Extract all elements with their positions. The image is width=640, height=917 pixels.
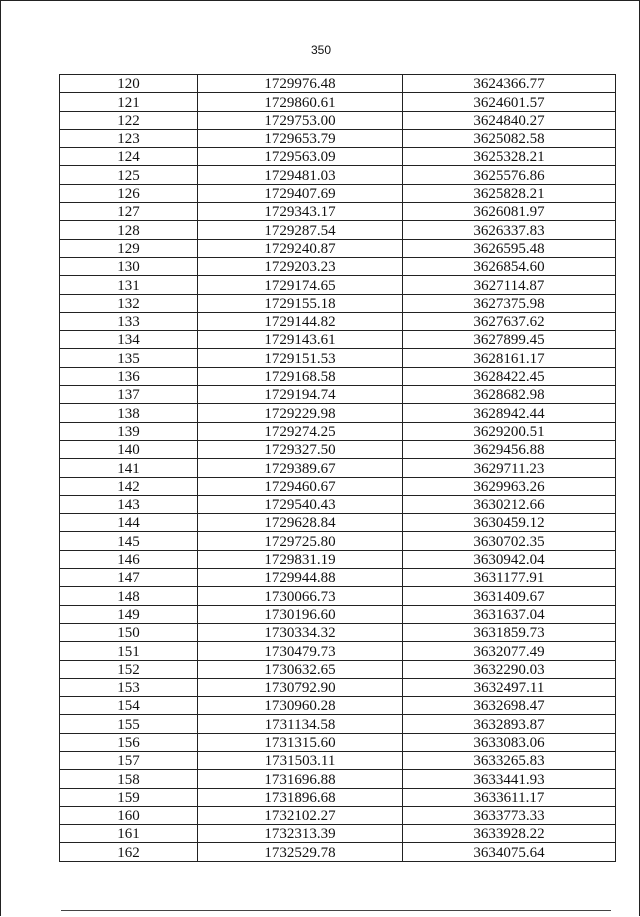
point-number-cell: 133 — [60, 312, 198, 330]
x-coordinate-cell: 1729240.87 — [198, 239, 403, 257]
point-number-cell: 128 — [60, 221, 198, 239]
point-number-cell: 147 — [60, 569, 198, 587]
table-row — [60, 166, 616, 184]
point-number-cell: 136 — [60, 367, 198, 385]
x-coordinate-cell: 1729143.61 — [198, 331, 403, 349]
point-number-cell: 124 — [60, 148, 198, 166]
x-coordinate-cell: 1730334.32 — [198, 623, 403, 641]
point-number-cell: 157 — [60, 751, 198, 769]
table-row — [60, 257, 616, 275]
y-coordinate-cell: 3628161.17 — [403, 349, 616, 367]
y-coordinate-cell: 3632290.03 — [403, 660, 616, 678]
x-coordinate-cell: 1731896.68 — [198, 788, 403, 806]
x-coordinate-cell: 1730066.73 — [198, 587, 403, 605]
point-number-cell: 135 — [60, 349, 198, 367]
table-row — [60, 148, 616, 166]
y-coordinate-cell: 3628942.44 — [403, 404, 616, 422]
table-row — [60, 660, 616, 678]
y-coordinate-cell: 3627114.87 — [403, 276, 616, 294]
point-number-cell: 159 — [60, 788, 198, 806]
x-coordinate-cell: 1730479.73 — [198, 642, 403, 660]
y-coordinate-cell: 3626595.48 — [403, 239, 616, 257]
table-row — [60, 111, 616, 129]
coordinates-table-body — [60, 75, 616, 862]
y-coordinate-cell: 3629200.51 — [403, 422, 616, 440]
table-row — [60, 239, 616, 257]
table-row — [60, 697, 616, 715]
point-number-cell: 125 — [60, 166, 198, 184]
point-number-cell: 145 — [60, 532, 198, 550]
table-row — [60, 715, 616, 733]
y-coordinate-cell: 3625082.58 — [403, 129, 616, 147]
table-row — [60, 129, 616, 147]
y-coordinate-cell: 3632497.11 — [403, 678, 616, 696]
table-row — [60, 221, 616, 239]
point-number-cell: 142 — [60, 477, 198, 495]
point-number-cell: 132 — [60, 294, 198, 312]
bottom-rule — [61, 910, 611, 911]
y-coordinate-cell: 3630942.04 — [403, 550, 616, 568]
table-row — [60, 75, 616, 93]
x-coordinate-cell: 1729725.80 — [198, 532, 403, 550]
y-coordinate-cell: 3628682.98 — [403, 386, 616, 404]
y-coordinate-cell: 3625328.21 — [403, 148, 616, 166]
x-coordinate-cell: 1729203.23 — [198, 257, 403, 275]
x-coordinate-cell: 1729229.98 — [198, 404, 403, 422]
y-coordinate-cell: 3630459.12 — [403, 514, 616, 532]
table-row — [60, 843, 616, 861]
table-row — [60, 440, 616, 458]
x-coordinate-cell: 1729831.19 — [198, 550, 403, 568]
table-row — [60, 331, 616, 349]
point-number-cell: 129 — [60, 239, 198, 257]
point-number-cell: 154 — [60, 697, 198, 715]
table-row — [60, 532, 616, 550]
x-coordinate-cell: 1729481.03 — [198, 166, 403, 184]
table-row — [60, 495, 616, 513]
y-coordinate-cell: 3631637.04 — [403, 605, 616, 623]
x-coordinate-cell: 1731315.60 — [198, 733, 403, 751]
table-row — [60, 477, 616, 495]
table-row — [60, 367, 616, 385]
x-coordinate-cell: 1729753.00 — [198, 111, 403, 129]
table-row — [60, 678, 616, 696]
x-coordinate-cell: 1729287.54 — [198, 221, 403, 239]
point-number-cell: 162 — [60, 843, 198, 861]
y-coordinate-cell: 3633083.06 — [403, 733, 616, 751]
table-row — [60, 459, 616, 477]
point-number-cell: 152 — [60, 660, 198, 678]
y-coordinate-cell: 3629456.88 — [403, 440, 616, 458]
y-coordinate-cell: 3631177.91 — [403, 569, 616, 587]
table-row — [60, 312, 616, 330]
table-row — [60, 806, 616, 824]
x-coordinate-cell: 1731134.58 — [198, 715, 403, 733]
x-coordinate-cell: 1729540.43 — [198, 495, 403, 513]
x-coordinate-cell: 1729653.79 — [198, 129, 403, 147]
point-number-cell: 122 — [60, 111, 198, 129]
x-coordinate-cell: 1729151.53 — [198, 349, 403, 367]
x-coordinate-cell: 1729860.61 — [198, 93, 403, 111]
x-coordinate-cell: 1729327.50 — [198, 440, 403, 458]
point-number-cell: 137 — [60, 386, 198, 404]
x-coordinate-cell: 1732102.27 — [198, 806, 403, 824]
y-coordinate-cell: 3629963.26 — [403, 477, 616, 495]
x-coordinate-cell: 1729389.67 — [198, 459, 403, 477]
y-coordinate-cell: 3632698.47 — [403, 697, 616, 715]
y-coordinate-cell: 3632077.49 — [403, 642, 616, 660]
x-coordinate-cell: 1729174.65 — [198, 276, 403, 294]
y-coordinate-cell: 3630212.66 — [403, 495, 616, 513]
table-row — [60, 184, 616, 202]
point-number-cell: 127 — [60, 203, 198, 221]
table-row — [60, 93, 616, 111]
table-row — [60, 733, 616, 751]
y-coordinate-cell: 3633773.33 — [403, 806, 616, 824]
table-row — [60, 642, 616, 660]
table-row — [60, 587, 616, 605]
y-coordinate-cell: 3634075.64 — [403, 843, 616, 861]
y-coordinate-cell: 3633265.83 — [403, 751, 616, 769]
y-coordinate-cell: 3633611.17 — [403, 788, 616, 806]
point-number-cell: 151 — [60, 642, 198, 660]
x-coordinate-cell: 1729563.09 — [198, 148, 403, 166]
x-coordinate-cell: 1731503.11 — [198, 751, 403, 769]
point-number-cell: 161 — [60, 825, 198, 843]
y-coordinate-cell: 3633441.93 — [403, 770, 616, 788]
x-coordinate-cell: 1731696.88 — [198, 770, 403, 788]
point-number-cell: 126 — [60, 184, 198, 202]
point-number-cell: 143 — [60, 495, 198, 513]
table-row — [60, 514, 616, 532]
x-coordinate-cell: 1729460.67 — [198, 477, 403, 495]
x-coordinate-cell: 1729155.18 — [198, 294, 403, 312]
table-row — [60, 276, 616, 294]
table-row — [60, 422, 616, 440]
y-coordinate-cell: 3626081.97 — [403, 203, 616, 221]
point-number-cell: 140 — [60, 440, 198, 458]
table-row — [60, 770, 616, 788]
point-number-cell: 121 — [60, 93, 198, 111]
table-row — [60, 349, 616, 367]
x-coordinate-cell: 1729168.58 — [198, 367, 403, 385]
y-coordinate-cell: 3624601.57 — [403, 93, 616, 111]
x-coordinate-cell: 1730196.60 — [198, 605, 403, 623]
y-coordinate-cell: 3624366.77 — [403, 75, 616, 93]
table-row — [60, 404, 616, 422]
y-coordinate-cell: 3626337.83 — [403, 221, 616, 239]
x-coordinate-cell: 1729343.17 — [198, 203, 403, 221]
point-number-cell: 149 — [60, 605, 198, 623]
table-row — [60, 294, 616, 312]
point-number-cell: 156 — [60, 733, 198, 751]
point-number-cell: 144 — [60, 514, 198, 532]
x-coordinate-cell: 1729407.69 — [198, 184, 403, 202]
point-number-cell: 158 — [60, 770, 198, 788]
point-number-cell: 134 — [60, 331, 198, 349]
table-row — [60, 751, 616, 769]
x-coordinate-cell: 1729144.82 — [198, 312, 403, 330]
table-row — [60, 788, 616, 806]
y-coordinate-cell: 3625828.21 — [403, 184, 616, 202]
y-coordinate-cell: 3628422.45 — [403, 367, 616, 385]
coordinates-table — [59, 74, 616, 862]
x-coordinate-cell: 1729976.48 — [198, 75, 403, 93]
table-row — [60, 386, 616, 404]
table-row — [60, 825, 616, 843]
table-row — [60, 203, 616, 221]
table-row — [60, 550, 616, 568]
y-coordinate-cell: 3631859.73 — [403, 623, 616, 641]
point-number-cell: 155 — [60, 715, 198, 733]
point-number-cell: 120 — [60, 75, 198, 93]
x-coordinate-cell: 1732313.39 — [198, 825, 403, 843]
point-number-cell: 160 — [60, 806, 198, 824]
x-coordinate-cell: 1729944.88 — [198, 569, 403, 587]
y-coordinate-cell: 3627637.62 — [403, 312, 616, 330]
point-number-cell: 131 — [60, 276, 198, 294]
y-coordinate-cell: 3632893.87 — [403, 715, 616, 733]
point-number-cell: 146 — [60, 550, 198, 568]
x-coordinate-cell: 1729628.84 — [198, 514, 403, 532]
y-coordinate-cell: 3627899.45 — [403, 331, 616, 349]
x-coordinate-cell: 1730960.28 — [198, 697, 403, 715]
x-coordinate-cell: 1730632.65 — [198, 660, 403, 678]
point-number-cell: 148 — [60, 587, 198, 605]
table-row — [60, 623, 616, 641]
y-coordinate-cell: 3633928.22 — [403, 825, 616, 843]
y-coordinate-cell: 3626854.60 — [403, 257, 616, 275]
y-coordinate-cell: 3627375.98 — [403, 294, 616, 312]
point-number-cell: 139 — [60, 422, 198, 440]
point-number-cell: 138 — [60, 404, 198, 422]
x-coordinate-cell: 1732529.78 — [198, 843, 403, 861]
point-number-cell: 150 — [60, 623, 198, 641]
x-coordinate-cell: 1730792.90 — [198, 678, 403, 696]
table-row — [60, 569, 616, 587]
y-coordinate-cell: 3630702.35 — [403, 532, 616, 550]
point-number-cell: 123 — [60, 129, 198, 147]
x-coordinate-cell: 1729194.74 — [198, 386, 403, 404]
y-coordinate-cell: 3631409.67 — [403, 587, 616, 605]
table-row — [60, 605, 616, 623]
page-number: 350 — [310, 43, 332, 57]
y-coordinate-cell: 3624840.27 — [403, 111, 616, 129]
point-number-cell: 141 — [60, 459, 198, 477]
point-number-cell: 130 — [60, 257, 198, 275]
x-coordinate-cell: 1729274.25 — [198, 422, 403, 440]
y-coordinate-cell: 3625576.86 — [403, 166, 616, 184]
y-coordinate-cell: 3629711.23 — [403, 459, 616, 477]
point-number-cell: 153 — [60, 678, 198, 696]
